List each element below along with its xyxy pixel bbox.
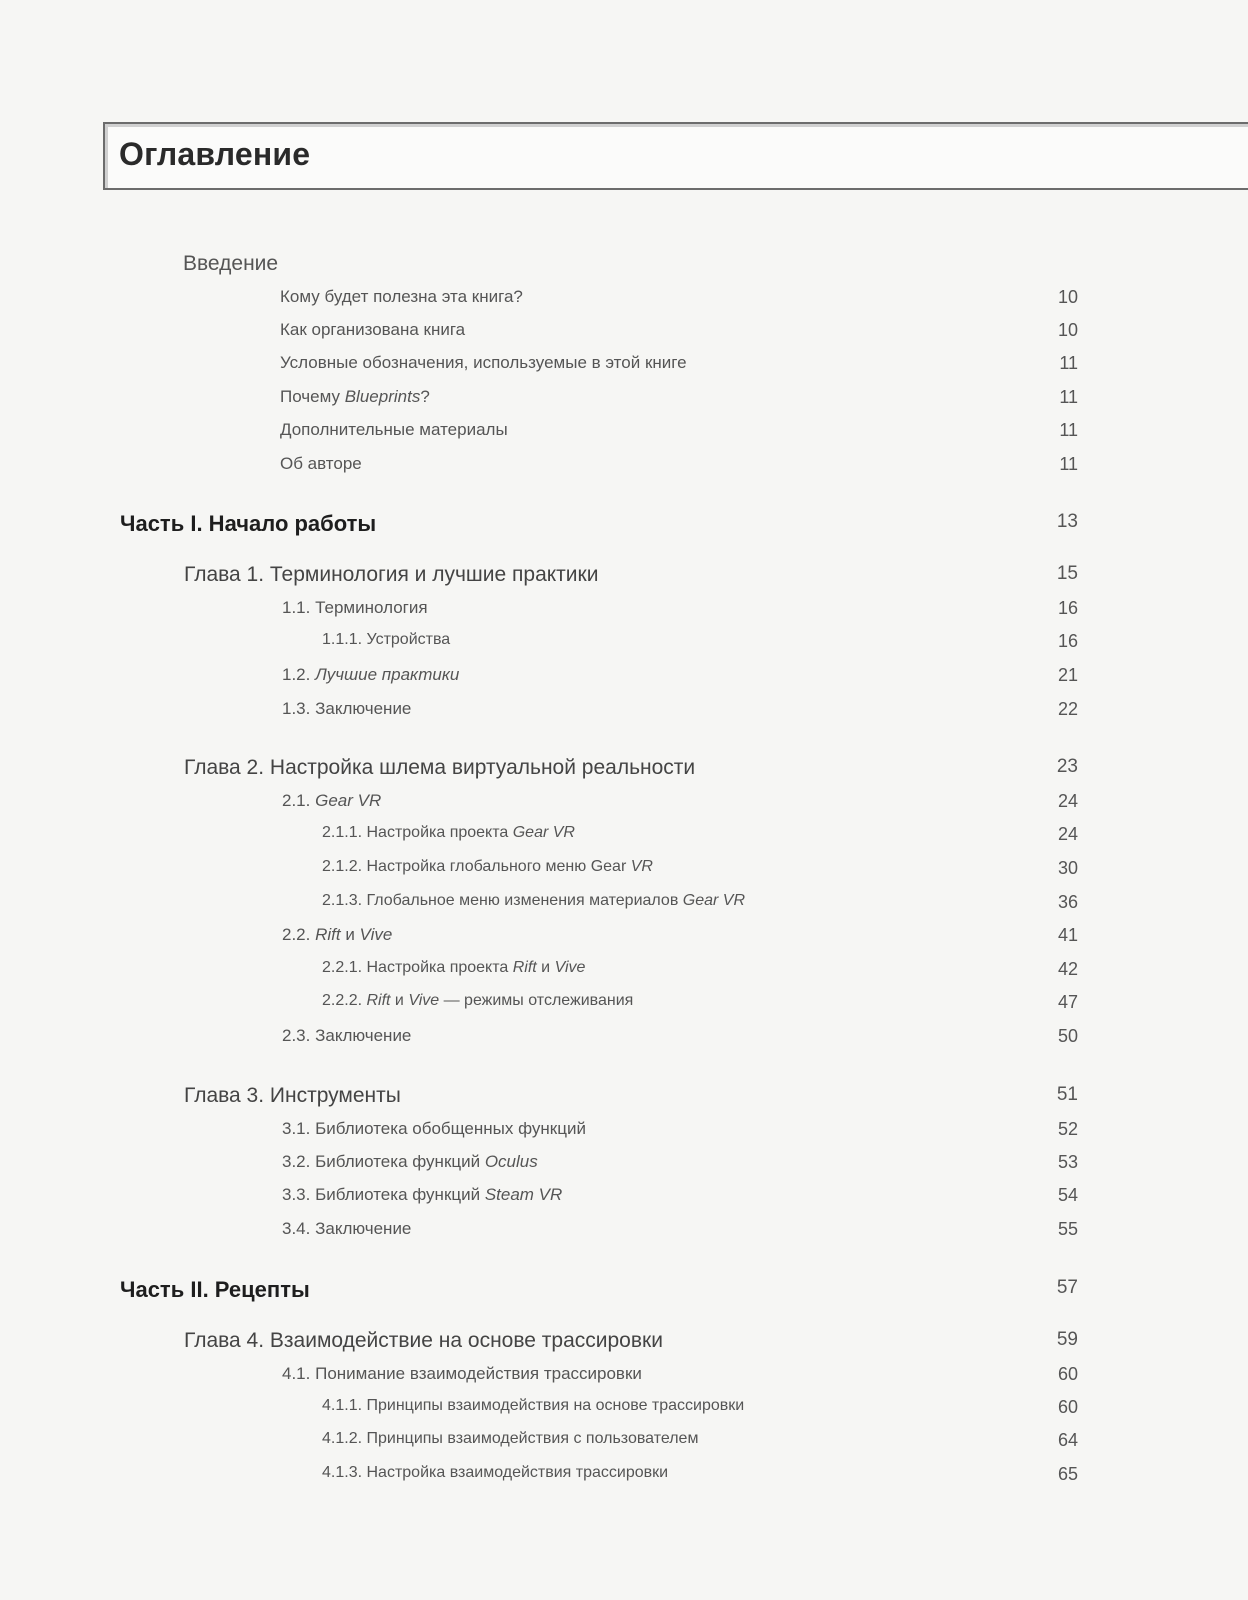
toc-entry-title: [322, 858, 653, 876]
toc-entry-text: Настройка проекта: [366, 959, 513, 976]
toc-entry-sub: [0, 1397, 1248, 1427]
toc-entry-chapter: [0, 756, 1248, 786]
toc-entry-italic-text: Vive: [554, 959, 586, 976]
toc-entry-title: [184, 563, 598, 587]
toc-entry-number: 2.1.3.: [322, 892, 367, 909]
toc-entry-part: [0, 1277, 1248, 1307]
toc-entry-intro-head: [0, 252, 1248, 282]
toc-entry-number: 2.3.: [282, 1026, 316, 1045]
toc-entry-page-number: 41: [1057, 925, 1078, 945]
toc-entry-page-number: 11: [1059, 387, 1078, 407]
toc-entry-number: 4.1.: [282, 1364, 316, 1383]
toc-entry-text: — режимы отслеживания: [439, 992, 634, 1009]
toc-entry-sub: [0, 631, 1248, 661]
toc-entry-title: [184, 1329, 663, 1353]
toc-entry-title: [280, 320, 465, 340]
toc-entry-page-number: 51: [1056, 1084, 1078, 1105]
toc-entry-page-number: 11: [1059, 420, 1078, 440]
page-title: Оглавление: [119, 136, 311, 172]
toc-entry-title: [183, 252, 278, 276]
toc-entry-title: [322, 631, 450, 649]
toc-entry-page-number: 53: [1057, 1152, 1078, 1172]
toc-entry-title: [322, 1464, 668, 1482]
toc-entry-title: [184, 756, 695, 780]
toc-entry-italic-text: Лучшие практики: [315, 665, 460, 684]
toc-entry-number: 2.1.1.: [322, 824, 367, 841]
toc-entry-number: 1.3.: [282, 699, 316, 718]
toc-entry-title: [322, 892, 745, 910]
toc-entry-sub: [0, 1430, 1248, 1460]
toc-entry-italic-text: Gear VR: [682, 892, 746, 909]
toc-entry-page-number: 60: [1057, 1397, 1078, 1417]
toc-entry-number: 2.1.2.: [322, 858, 367, 875]
toc-entry-chapter: [0, 1329, 1248, 1359]
toc-entry-sec: [0, 699, 1248, 729]
toc-entry-italic-text: Gear VR: [315, 791, 382, 810]
toc-entry-title: [282, 1152, 538, 1172]
toc-entry-title: [280, 353, 687, 373]
toc-entry-sec: [0, 665, 1248, 695]
toc-entry-title: [282, 699, 411, 719]
toc-entry-page-number: 52: [1057, 1119, 1078, 1139]
toc-entry-number: 3.3.: [282, 1185, 316, 1204]
toc-entry-text: Принципы взаимодействия с пользователем: [366, 1430, 699, 1447]
toc-entry-number: 2.2.1.: [322, 959, 367, 976]
toc-entry-l-intro: [0, 420, 1248, 450]
toc-entry-text: Как организована книга: [280, 320, 466, 339]
toc-entry-text: Заключение: [315, 1026, 412, 1045]
toc-entry-text: и: [340, 925, 360, 944]
toc-entry-title: [282, 791, 381, 811]
toc-entry-page-number: 10: [1057, 320, 1078, 340]
toc-entry-title: [282, 598, 428, 618]
toc-entry-chapter: [0, 563, 1248, 593]
toc-entry-l-intro: [0, 387, 1248, 417]
toc-entry-italic-text: Gear VR: [512, 824, 575, 841]
toc-entry-text: Понимание взаимодействия трассировки: [315, 1364, 642, 1383]
toc-entry-italic-text: Rift: [366, 992, 391, 1009]
toc-entry-sub: [0, 992, 1248, 1022]
toc-entry-number: 1.1.1.: [322, 631, 367, 648]
toc-entry-number: 4.1.3.: [322, 1464, 367, 1481]
toc-entry-page-number: 55: [1057, 1219, 1078, 1239]
toc-entry-title: [322, 959, 585, 977]
toc-entry-text: Библиотека обобщенных функций: [315, 1119, 586, 1138]
toc-entry-title: [322, 992, 633, 1010]
toc-entry-page-number: 16: [1057, 631, 1078, 651]
toc-entry-text: Кому будет полезна эта книга?: [280, 287, 523, 306]
toc-entry-title: [120, 511, 376, 537]
toc-entry-text: Библиотека функций: [315, 1152, 485, 1171]
toc-entry-text: Устройства: [366, 631, 451, 648]
toc-entry-page-number: 16: [1057, 598, 1078, 618]
toc-entry-sec: [0, 1026, 1248, 1056]
toc-entry-page-number: 21: [1057, 665, 1078, 685]
toc-entry-title: [322, 824, 575, 842]
toc-entry-title: [120, 1277, 310, 1303]
toc-entry-number: 3.2.: [282, 1152, 316, 1171]
toc-entry-page-number: 59: [1056, 1329, 1078, 1350]
toc-entry-text: и: [536, 959, 555, 976]
toc-entry-text: Настройка взаимодействия трассировки: [366, 1464, 669, 1481]
toc-entry-number: 3.4.: [282, 1219, 316, 1238]
toc-entry-number: 4.1.1.: [322, 1397, 367, 1414]
toc-entry-text: Настройка глобального меню Gear: [366, 858, 631, 875]
toc-entry-sec: [0, 1185, 1248, 1215]
toc-entry-text: Глава 4. Взаимодействие на основе трассировки: [184, 1329, 663, 1352]
toc-entry-text: Терминология: [315, 598, 428, 617]
toc-entry-part: [0, 511, 1248, 541]
toc-entry-page-number: 24: [1057, 791, 1078, 811]
toc-entry-l-intro: [0, 353, 1248, 383]
toc-entry-sec: [0, 598, 1248, 628]
toc-entry-text: Глобальное меню изменения материалов: [366, 892, 683, 909]
toc-entry-sub: [0, 959, 1248, 989]
toc-entry-page-number: 24: [1057, 824, 1078, 844]
toc-entry-sec: [0, 791, 1248, 821]
toc-entry-italic-text: Rift: [512, 959, 537, 976]
toc-entry-title: [282, 925, 392, 945]
toc-entry-italic-text: Oculus: [484, 1152, 538, 1171]
toc-entry-text: Об авторе: [280, 454, 362, 473]
toc-entry-number: 2.2.2.: [322, 992, 367, 1009]
toc-entry-number: 1.2.: [282, 665, 316, 684]
toc-entry-sub: [0, 1464, 1248, 1494]
toc-entry-title: [322, 1430, 698, 1448]
toc-entry-sec: [0, 1152, 1248, 1182]
toc-entry-text: Почему: [280, 387, 345, 406]
toc-entry-sub: [0, 858, 1248, 888]
toc-entry-text: Заключение: [315, 699, 412, 718]
toc-entry-text: Настройка проекта: [366, 824, 513, 841]
toc-entry-number: 2.2.: [282, 925, 316, 944]
toc-entry-title: [282, 1364, 642, 1384]
toc-entry-page-number: 47: [1057, 992, 1078, 1012]
toc-entry-page-number: 65: [1057, 1464, 1078, 1484]
toc-entry-page-number: 11: [1059, 454, 1078, 474]
toc-entry-page-number: 42: [1057, 959, 1078, 979]
toc-entry-title: [280, 387, 430, 407]
toc-entry-sec: [0, 1364, 1248, 1394]
toc-entry-text: Дополнительные материалы: [280, 420, 508, 439]
toc-entry-text: ?: [420, 387, 430, 406]
toc-entry-italic-text: VR: [630, 858, 653, 875]
toc-entry-page-number: 64: [1057, 1430, 1078, 1450]
toc-entry-title: [322, 1397, 744, 1415]
toc-entry-title: [280, 287, 523, 307]
toc-entry-chapter: [0, 1084, 1248, 1114]
toc-entry-page-number: 60: [1057, 1364, 1078, 1384]
toc-entry-page-number: 30: [1057, 858, 1078, 878]
toc-entry-number: 2.1.: [282, 791, 316, 810]
toc-entry-page-number: 57: [1056, 1277, 1078, 1298]
toc-entry-l-intro: [0, 287, 1248, 317]
toc-entry-title: [282, 1119, 586, 1139]
toc-entry-title: [184, 1084, 401, 1108]
toc-entry-text: Заключение: [315, 1219, 412, 1238]
toc-entry-l-intro: [0, 454, 1248, 484]
toc-entry-sec: [0, 1119, 1248, 1149]
toc-entry-text: Введение: [183, 252, 279, 275]
toc-entry-page-number: 36: [1057, 892, 1078, 912]
toc-entry-page-number: 50: [1057, 1026, 1078, 1046]
toc-entry-italic-text: Vive: [408, 992, 440, 1009]
toc-entry-title: [282, 665, 459, 685]
toc-entry-title: [282, 1026, 411, 1046]
toc-entry-title: [282, 1219, 411, 1239]
toc-entry-italic-text: Steam VR: [484, 1185, 563, 1204]
toc-entry-sec: [0, 1219, 1248, 1249]
toc-entry-page-number: 13: [1056, 511, 1078, 532]
toc-entry-page-number: 15: [1056, 563, 1078, 584]
toc-entry-title: [282, 1185, 562, 1205]
toc-entry-italic-text: Blueprints: [344, 387, 421, 406]
toc-entry-number: 3.1.: [282, 1119, 316, 1138]
toc-entry-text: и: [390, 992, 409, 1009]
toc-entry-page-number: 54: [1057, 1185, 1078, 1205]
toc-entry-text: Глава 2. Настройка шлема виртуальной реальности: [184, 756, 696, 779]
toc-entry-sec: [0, 925, 1248, 955]
toc-entry-text: Часть I. Начало работы: [120, 511, 377, 536]
toc-entry-page-number: 11: [1059, 353, 1078, 373]
toc-entry-page-number: 22: [1057, 699, 1078, 719]
toc-entry-number: 1.1.: [282, 598, 316, 617]
toc-entry-sub: [0, 892, 1248, 922]
toc-entry-text: Часть II. Рецепты: [120, 1277, 310, 1302]
toc-entry-text: Глава 1. Терминология и лучшие практики: [184, 563, 599, 586]
toc-entry-l-intro: [0, 320, 1248, 350]
toc-entry-italic-text: Vive: [359, 925, 393, 944]
toc-entry-text: Условные обозначения, используемые в этой книге: [280, 353, 687, 372]
toc-entry-number: 4.1.2.: [322, 1430, 367, 1447]
toc-entry-italic-text: Rift: [315, 925, 341, 944]
toc-entry-page-number: 10: [1057, 287, 1078, 307]
toc-entry-title: [280, 420, 508, 440]
toc-entry-text: Глава 3. Инструменты: [184, 1084, 401, 1107]
toc-entry-sub: [0, 824, 1248, 854]
toc-entry-text: Принципы взаимодействия на основе трассировки: [366, 1397, 745, 1414]
toc-entry-text: Библиотека функций: [315, 1185, 485, 1204]
toc-entry-title: [280, 454, 362, 474]
toc-entry-page-number: 23: [1056, 756, 1078, 777]
